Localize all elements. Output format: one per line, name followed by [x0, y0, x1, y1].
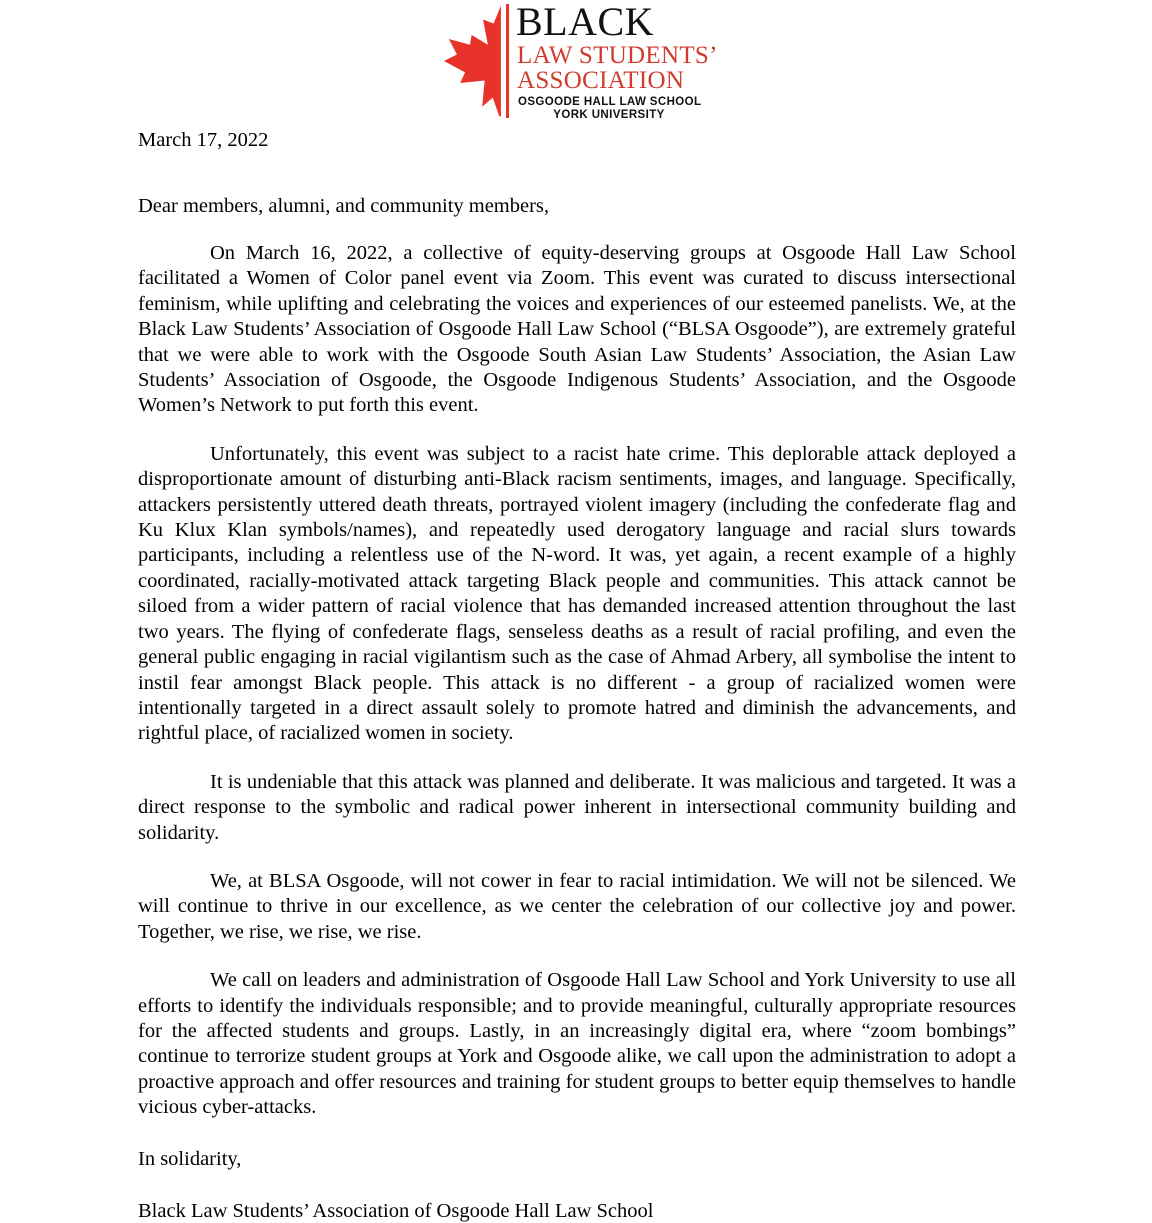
letter-paragraph: We, at BLSA Osgoode, will not cower in fear to racial intimidation. We will not be silenced. We will continue to thrive in our excellence, as we center the celebration of our collective joy and power. Together, we rise, we rise, we rise. [138, 869, 1016, 943]
logo-line-university: YORK UNIVERSITY [553, 109, 665, 121]
maple-leaf-mark [448, 2, 522, 118]
letterhead [0, 0, 1152, 121]
letter-paragraph: On March 16, 2022, a collective of equity-deserving groups at Osgoode Hall Law School facilitated a Women of Color panel event via Zoom. This event was curated to discuss intersectional feminism, while uplifting and celebrating the voices and experiences of our esteemed panelists. We, at the Black Law Students’ Association of Osgoode Hall Law School (“BLSA Osgoode”), are extremely grateful that we were able to work with the Osgoode South Asian Law Students’ Association, the Asian Law Students’ Association of Osgoode, the Osgoode Indigenous Students’ Association, and the Osgoode Women’s Network to put forth this event. [138, 242, 1016, 417]
logo-line-black: BLACK [516, 0, 655, 44]
letter-paragraph: Unfortunately, this event was subject to a racist hate crime. This deplorable attack deployed a disproportionate amount of disturbing anti-Black racism sentiments, images, and language. Specifically, attackers persistently uttered death threats, portrayed violent imagery (including the confederate flag and Ku Klux Klan symbols/names), and repeatedly used derogatory language and racial slurs towards participants, including a relentless use of the N-word. It was, yet again, a recent example of a highly coordinated, racially-motivated attack targeting Black people and communities. This attack cannot be siloed from a wider pattern of racial violence that has demanded increased attention throughout the last two years. The flying of confederate flags, senseless deaths as a result of racial profiling, and even the general public engaging in racial vigilantism such as the case of Ahmad Arbery, all symbolise the intent to instil fear amongst Black people. This attack is no different - a group of racialized women were intentionally targeted in a direct assault solely to promote hatred and diminish the advancements, and rightful place, of racialized women in society. [138, 442, 1016, 745]
letter-closing: In solidarity, [138, 1147, 242, 1170]
logo-wordmark [512, 0, 718, 122]
blsa-osgoode-logo [448, 0, 718, 121]
logo-line-association: ASSOCIATION [517, 67, 685, 94]
logo-vertical-rule [506, 4, 509, 118]
logo-line-school: OSGOODE HALL LAW SCHOOL [518, 96, 702, 108]
letter-salutation: Dear members, alumni, and community members, [138, 195, 550, 217]
letter-paragraph: It is undeniable that this attack was planned and deliberate. It was malicious and targeted. It was a direct response to the symbolic and radical power inherent in intersectional community building and solidarity. [138, 770, 1016, 844]
letter-date: March 17, 2022 [138, 129, 269, 151]
letter-signature: Black Law Students’ Association of Osgoode Hall Law School [138, 1199, 654, 1222]
letter-paragraph: We call on leaders and administration of Osgoode Hall Law School and York University to use all efforts to identify the individuals responsible; and to provide meaningful, culturally appropriate resources for the affected students and groups. Lastly, in an increasingly digital era, where “zoom bombings” continue to terrorize student groups at York and Osgoode alike, we call upon the administration to adopt a proactive approach and offer resources and training for student groups to better equip themselves to handle vicious cyber-attacks. [138, 969, 1016, 1119]
logo-line-law-students: LAW STUDENTS’ [517, 42, 718, 69]
letter-body [138, 118, 1016, 1223]
